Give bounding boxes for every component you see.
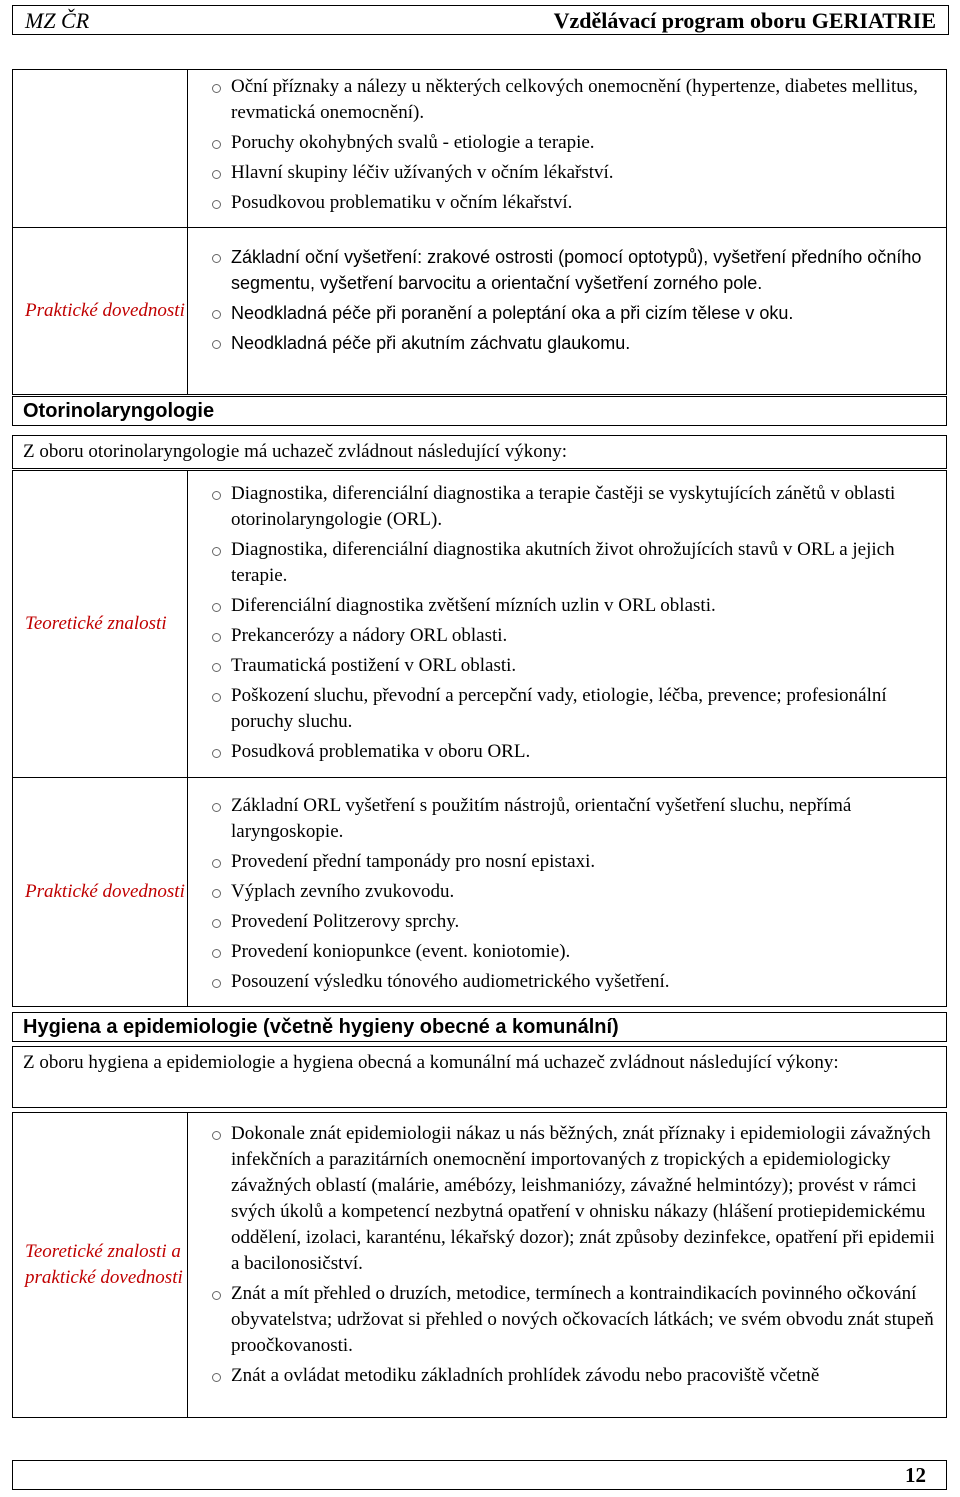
list-item: Znát a mít přehled o druzích, metodice, termínech a kontraindikacích povinného očkování obyvatelstva; udržovat si přehled o nových očkovacích látkách; ve svém obvodu znát stupeň proočkovanosti. <box>203 1281 942 1359</box>
ent-practical-block <box>12 777 947 1007</box>
hygiene-block <box>12 1112 947 1418</box>
list-item: Provedení koniopunkce (event. koniotomie). <box>203 939 942 965</box>
list-item: Diagnostika, diferenciální diagnostika akutních život ohrožujících stavů v ORL a jejich terapie. <box>203 537 942 589</box>
ophthalmology-practical-label: Praktické dovednosti <box>13 228 188 394</box>
list-item: Dokonale znát epidemiologii nákaz u nás běžných, znát příznaky i epidemiologii závažných infekčních a parazitárních onemocnění importovaných z tropických a epidemiologicky závažných oblastí (malárie, amébózy, leishmaniózy, závažné helmintózy); provést v rámci svých úkolů a kompetencí nezbytná opatření v ohnisku nákazy (hlášení protiepidemickému oddělení, izolaci, karanténu, lékařský dozor); znát způsoby dezinfekce, opatření při epidemii a bacilonosičství. <box>203 1121 942 1277</box>
page-header <box>12 5 949 35</box>
list-item: Diferenciální diagnostika zvětšení mízních uzlin v ORL oblasti. <box>203 593 942 619</box>
list-item: Poruchy okohybných svalů - etiologie a terapie. <box>203 130 942 156</box>
ent-section-title: Otorinolaryngologie <box>12 396 947 426</box>
list-item: Posudková problematika v oboru ORL. <box>203 739 942 765</box>
list-item: Poškození sluchu, převodní a percepční vady, etiologie, léčba, prevence; profesionální poruchy sluchu. <box>203 683 942 735</box>
ent-theory-label: Teoretické znalosti <box>13 471 188 777</box>
list-item: Oční příznaky a nálezy u některých celkových onemocnění (hypertenze, diabetes mellitus, revmatická onemocnění). <box>203 74 942 126</box>
page-number: 12 <box>905 1463 926 1487</box>
list-item: Provedení přední tamponády pro nosní epistaxi. <box>203 849 942 875</box>
hygiene-list <box>203 1121 942 1389</box>
ent-theory-block <box>12 470 947 778</box>
list-item: Výplach zevního zvukovodu. <box>203 879 942 905</box>
list-item: Neodkladná péče při akutním záchvatu glaukomu. <box>203 330 942 356</box>
list-item: Traumatická postižení v ORL oblasti. <box>203 653 942 679</box>
list-item: Neodkladná péče při poranění a poleptání oka a při cizím tělese v oku. <box>203 300 942 326</box>
list-item: Hlavní skupiny léčiv užívaných v očním lékařství. <box>203 160 942 186</box>
list-item: Prekancerózy a nádory ORL oblasti. <box>203 623 942 649</box>
list-item: Diagnostika, diferenciální diagnostika a terapie častěji se vyskytujících zánětů v oblasti otorinolaryngologie (ORL). <box>203 481 942 533</box>
header-org: MZ ČR <box>25 8 90 33</box>
ent-theory-list <box>203 481 942 765</box>
list-item: Základní ORL vyšetření s použitím nástrojů, orientační vyšetření sluchu, nepřímá laryngoskopie. <box>203 793 942 845</box>
list-item: Základní oční vyšetření: zrakové ostrosti (pomocí optotypů), vyšetření předního očního segmentu, vyšetření barvocitu a orientační vyšetření zorného pole. <box>203 244 942 296</box>
hygiene-label: Teoretické znalosti a praktické dovednosti <box>13 1113 188 1417</box>
page-footer <box>12 1460 947 1490</box>
header-title: Vzdělávací program oboru GERIATRIE <box>553 8 936 33</box>
list-item: Posouzení výsledku tónového audiometrického vyšetření. <box>203 969 942 995</box>
list-item: Znát a ovládat metodiku základních prohlídek závodu nebo pracoviště včetně <box>203 1363 942 1389</box>
ent-practical-label: Praktické dovednosti <box>13 778 188 1006</box>
ophthalmology-practical-block <box>12 227 947 395</box>
ophthalmology-practical-list <box>203 244 942 356</box>
list-item: Provedení Politzerovy sprchy. <box>203 909 942 935</box>
list-item: Posudkovou problematiku v očním lékařství. <box>203 190 942 216</box>
ent-intro: Z oboru otorinolaryngologie má uchazeč zvládnout následující výkony: <box>12 435 947 469</box>
ophthalmology-theory-block <box>12 69 947 228</box>
hygiene-section-title: Hygiena a epidemiologie (včetně hygieny obecné a komunální) <box>12 1012 947 1042</box>
hygiene-intro: Z oboru hygiena a epidemiologie a hygiena obecná a komunální má uchazeč zvládnout následující výkony: <box>12 1046 947 1108</box>
ophthalmology-theory-list <box>203 74 942 216</box>
ent-practical-list <box>203 793 942 995</box>
ophthalmology-theory-label-cell <box>13 70 188 227</box>
